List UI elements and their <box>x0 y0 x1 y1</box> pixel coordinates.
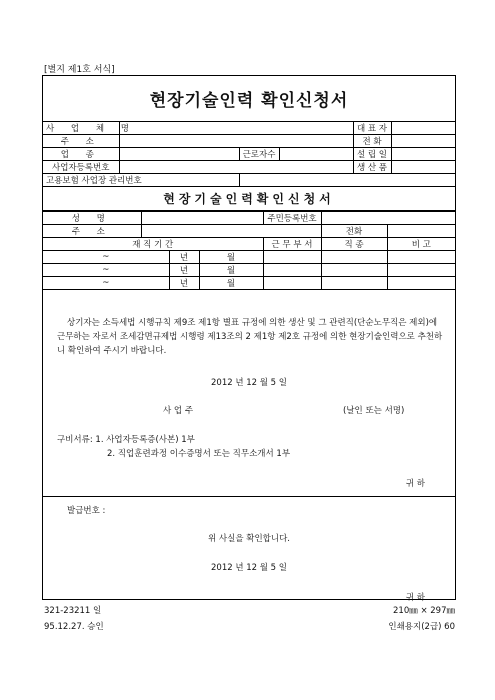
employees-label: 근로자수 <box>239 148 279 161</box>
rrn-label: 주민등록번호 <box>263 212 321 225</box>
history-month: 월 <box>199 251 263 264</box>
company-address-label: 주 소 <box>43 135 119 148</box>
person-phone-label: 전화 <box>321 225 387 238</box>
footer-code: 321-23211 일 <box>44 606 102 616</box>
footer-approved: 95.12.27. 승인 <box>44 622 104 632</box>
form-title: 현장기술인력 확인신청서 <box>149 91 349 111</box>
history-tilde: ~ <box>43 251 169 264</box>
employer-label: 사 업 주 <box>163 406 194 416</box>
company-name-field[interactable] <box>119 122 353 135</box>
history-dept-field[interactable] <box>263 251 321 264</box>
company-address-field[interactable] <box>119 135 353 148</box>
issue-number-label: 발급번호 : <box>67 506 106 516</box>
company-name-label: 사 업 체 명 <box>43 122 119 135</box>
request-paragraph: 상기자는 소득세법 시행규칙 제9조 제1항 별표 규정에 의한 생산 및 그 관련직(단순노무직은 제외)에 근무하는 자로서 조세감면규제법 시행령 제13조의 2 제1항 제2호 규정에 의한 현장기술인력으로 추천하니 확인하여 주시기 바랍니다. <box>57 318 443 356</box>
history-header-dept: 근 무 부 서 <box>263 238 321 251</box>
history-row <box>43 277 455 290</box>
history-note-field[interactable] <box>387 277 455 290</box>
person-info-table <box>43 211 455 290</box>
history-tilde: ~ <box>43 277 169 290</box>
history-header-period: 재 직 기 간 <box>43 238 263 251</box>
history-header-job: 직 종 <box>321 238 387 251</box>
history-row <box>43 251 455 264</box>
history-note-field[interactable] <box>387 251 455 264</box>
history-year: 년 <box>169 277 199 290</box>
rrn-field[interactable] <box>321 212 455 225</box>
addressee-1: 귀 하 <box>405 479 425 489</box>
history-job-field[interactable] <box>321 251 387 264</box>
history-header-note: 비 고 <box>387 238 455 251</box>
history-month: 월 <box>199 264 263 277</box>
history-tilde: ~ <box>43 264 169 277</box>
person-name-label: 성 명 <box>43 212 141 225</box>
history-dept-field[interactable] <box>263 277 321 290</box>
section-divider <box>43 496 455 497</box>
industry-field[interactable] <box>119 148 239 161</box>
history-note-field[interactable] <box>387 264 455 277</box>
employees-field[interactable] <box>279 148 353 161</box>
title-row <box>43 76 455 122</box>
attachment-1: 구비서류: 1. 사업자등록증(사본) 1부 <box>57 435 195 445</box>
company-phone-field[interactable] <box>391 135 455 148</box>
confirmation-date: 2012 년 12 월 5 일 <box>211 563 287 573</box>
insurance-no-field[interactable] <box>239 174 455 187</box>
history-year: 년 <box>169 251 199 264</box>
history-job-field[interactable] <box>321 277 387 290</box>
footer-paper: 인쇄용지(2급) 60 <box>388 622 455 632</box>
product-field[interactable] <box>391 161 455 174</box>
section-title: 현장기술인력확인신청서 <box>43 187 455 211</box>
history-job-field[interactable] <box>321 264 387 277</box>
founded-label: 설 립 일 <box>353 148 391 161</box>
confirmation-text: 위 사실을 확인합니다. <box>207 534 290 544</box>
addressee-2: 귀 하 <box>405 593 425 603</box>
history-year: 년 <box>169 264 199 277</box>
request-date: 2012 년 12 월 5 일 <box>211 378 287 388</box>
attachment-2: 2. 직업훈련과정 이수증명서 또는 직무소개서 1부 <box>107 449 291 459</box>
company-info-table <box>43 122 455 187</box>
history-month: 월 <box>199 277 263 290</box>
company-phone-label: 전 화 <box>353 135 391 148</box>
footer-size: 210㎜ × 297㎜ <box>393 606 455 616</box>
person-address-label: 주 소 <box>43 225 141 238</box>
representative-field[interactable] <box>391 122 455 135</box>
person-address-field[interactable] <box>141 225 321 238</box>
business-reg-label: 사업자등록번호 <box>43 161 119 174</box>
product-label: 생 산 품 <box>353 161 391 174</box>
insurance-no-label: 고용보험 사업장 관리번호 <box>43 174 239 187</box>
seal-or-signature: (날인 또는 서명) <box>343 406 405 416</box>
business-reg-field[interactable] <box>119 161 353 174</box>
form-number-label: [별지 제1호 서식] <box>44 65 115 75</box>
person-phone-field[interactable] <box>387 225 455 238</box>
representative-label: 대 표 자 <box>353 122 391 135</box>
founded-field[interactable] <box>391 148 455 161</box>
history-row <box>43 264 455 277</box>
person-name-field[interactable] <box>141 212 263 225</box>
application-form <box>42 75 456 603</box>
industry-label: 업 종 <box>43 148 119 161</box>
history-dept-field[interactable] <box>263 264 321 277</box>
